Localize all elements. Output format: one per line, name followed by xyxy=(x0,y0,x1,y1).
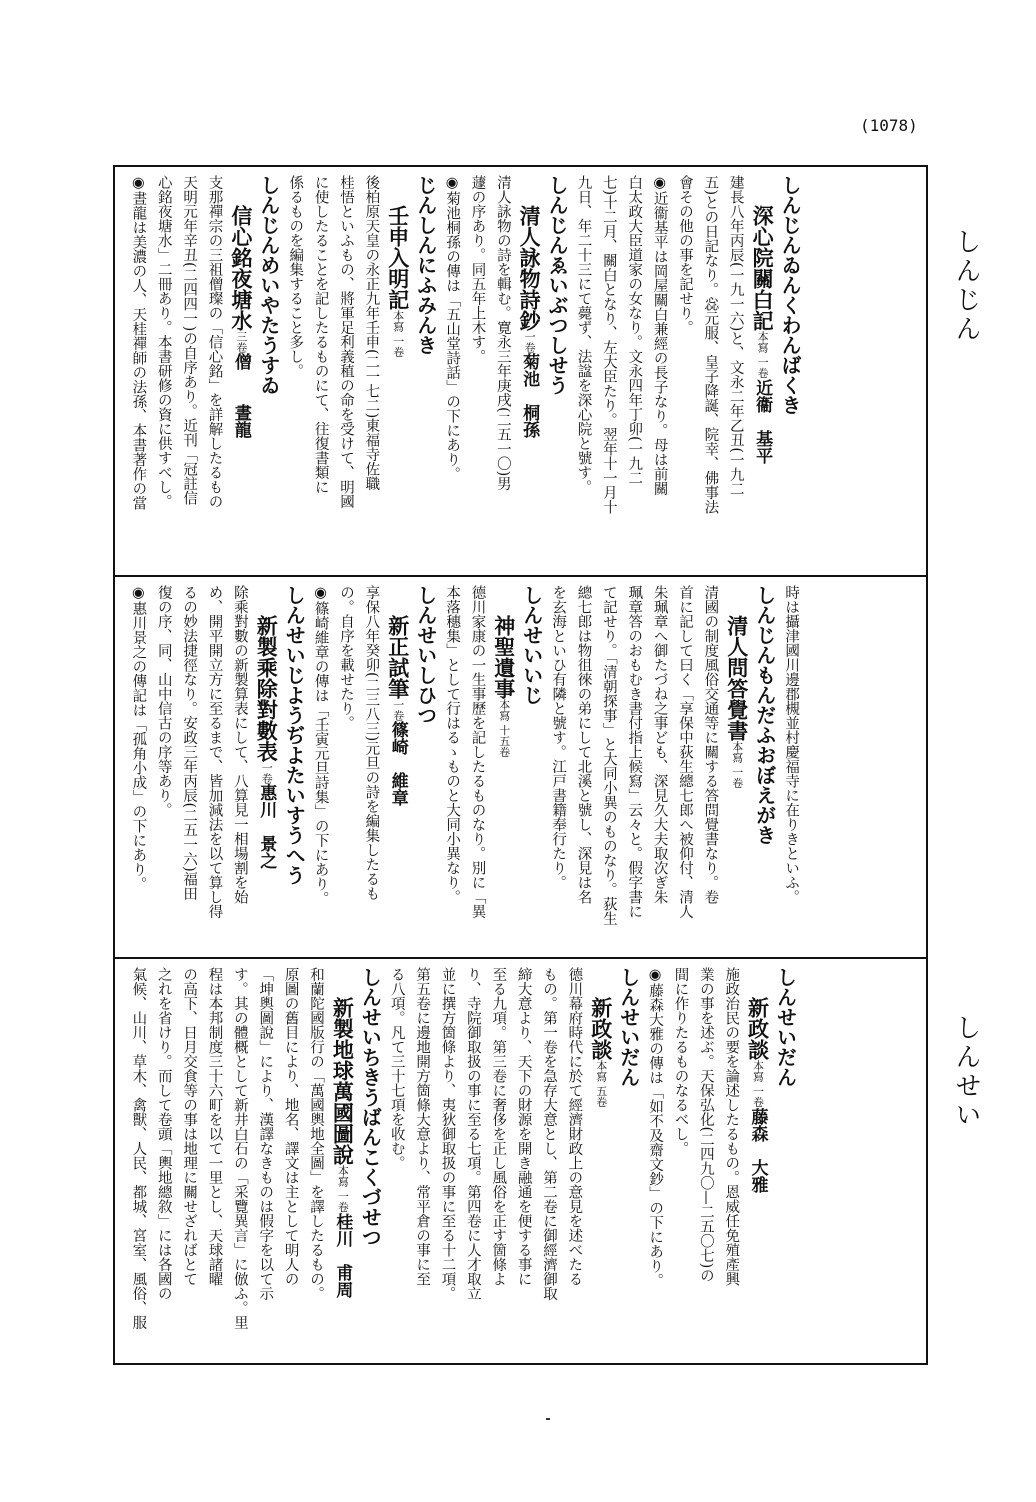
entry-text-line: 總七郎は物徂徠の弟にして北溪と號し、深見は名 xyxy=(575,585,592,904)
entry-text-line: 七)十二月、關白となり、左大臣たり。翌年十一月十 xyxy=(600,175,617,515)
entry-text-line: もの。第一卷を急存大意とし、第二卷に御經濟御取 xyxy=(540,967,557,1301)
entry-heading xyxy=(328,967,356,1330)
section-upper xyxy=(125,175,916,567)
entry-meta: 本寫 五卷 xyxy=(594,1060,608,1108)
entry-meta: 本寫 一卷 xyxy=(730,741,744,789)
entry-text-line: 後柏原天皇の永正九年壬申(二一七二)東福寺佐職 xyxy=(363,175,380,491)
entry-title: 新製乘除對數表 xyxy=(254,615,280,762)
entry-text-line: 德川家康の一生事歷を記したるものなり。別に「異 xyxy=(469,585,486,919)
entry-text-line: 程は本邦制度三十六町を以て一里とし、天球諸曜 xyxy=(206,967,223,1286)
entry-meta: 一卷 xyxy=(260,762,274,784)
entry-text-line: 時は攝津國川邊郡槻並村慶福寺に在りきといふ。 xyxy=(783,585,800,904)
entry-text-line: 九日、年二十三にて薨ず、法諡を深心院と號す。 xyxy=(575,175,592,494)
entry-reading: しんせいちきうばんこくづせつ xyxy=(358,967,383,1247)
entry-reading: じんしんにふみんき xyxy=(413,175,438,355)
entry-text-line: ◉惠川景之の傳記は「孤角小成」の下にあり。 xyxy=(130,585,147,891)
entry-text-line: ◉近衞基平は岡屋關白兼經の長子なり。母は前關 xyxy=(651,175,668,496)
entry-author: 僧 晝龍 xyxy=(230,353,251,438)
entry-heading xyxy=(227,175,255,514)
section-divider xyxy=(115,957,926,959)
entry-text-line: 建長八年丙辰(一九一六)と、文永二年乙丑(一九二 xyxy=(727,175,744,497)
entry-heading xyxy=(748,175,776,514)
entry-text-line: ◉晝龍は美濃の人、天桂禪師の法孫、本書著作の當 xyxy=(130,175,147,510)
entry-text-line: 除乘對數の新製算表にして、八算見一相場割を始 xyxy=(231,585,248,904)
entry-meta: 一卷 xyxy=(391,699,405,721)
entry-text-line: る八項。凡て三十七項を收む。 xyxy=(388,967,405,1170)
entry-author: 菊池 桐孫 xyxy=(519,353,540,438)
entry-text-line: 天明元年辛丑(二四四一)の自序あり。近刊「冠註信 xyxy=(181,175,198,506)
entry-reading: しんじんゐんくわんばくき xyxy=(778,175,803,415)
entry-title: 深心院關白記 xyxy=(750,205,776,331)
entry-text-line: 第五卷に邊地開方箇條大意より、常平倉の事に至 xyxy=(414,967,431,1286)
running-head-bottom: しんせい xyxy=(951,1014,981,1130)
entry-text-line: 原圖の舊目により、地名、譯文は主として明人の xyxy=(282,967,299,1286)
entry-text-line: ◉藤森大雅の傳は「如不及齋文鈔」の下にあり。 xyxy=(647,967,664,1288)
section-divider xyxy=(115,575,926,577)
entry-reading: しんせいしひつ xyxy=(413,585,438,725)
entry-text-line: 心銘夜塘水」二冊あり。本書研修の資に供すべし。 xyxy=(155,175,172,509)
entry-text-line: 間に作りたるものなるべし。 xyxy=(672,967,689,1156)
entry-reading: しんじんゑいぶつしせう xyxy=(545,175,570,395)
entry-text-line: を玄海といひ有隣と號す。江戸書籍奉行たり。 xyxy=(550,585,567,890)
entry-text-line: 氣候、山川、草木、禽獸、人民、都城、宮室、風俗、服 xyxy=(130,967,147,1330)
entry-text-line: 桂悟といふもの、將軍足利義稙の命を受けて、明國 xyxy=(337,175,354,509)
entry-text-line: 至る九項。第三卷に奢侈を正し風俗を正す箇條よ xyxy=(490,967,507,1286)
entry-text-line: 之れを省けり。而して卷頭「輿地總敘」には各國の xyxy=(155,967,172,1301)
entry-text-line: め、開平開立方に至るまで、皆加減法を以て算し得 xyxy=(206,585,223,919)
entry-author: 桂川 甫周 xyxy=(332,1212,353,1298)
entry-text-line: 施政治民の要を論述したるもの。恩威任免殖產興 xyxy=(723,967,740,1286)
entry-title: 壬申入明記 xyxy=(385,205,411,310)
running-head-top: しんじん xyxy=(951,228,981,344)
entry-text-line: 和蘭陀國版行の「萬國輿地全圖」を譯したるもの。 xyxy=(308,967,324,1301)
entry-title: 新製地球萬國圖說 xyxy=(330,997,356,1165)
entry-text-line: り、寺院御取扱の事に至る七項。第四卷に人才取立 xyxy=(464,967,481,1301)
entry-author: 藤森 大雅 xyxy=(747,1107,768,1193)
entry-text-line: 五)との日記なり。惢元服、皇子降誕、院幸、佛事法 xyxy=(702,175,719,515)
section-lower xyxy=(125,967,916,1357)
entry-text-line: 並に撰方箇條より、夷狄御取扱の事に至る十二項。 xyxy=(439,967,456,1301)
entry-title: 清人詠物詩鈔 xyxy=(517,205,543,331)
section-middle xyxy=(125,585,916,949)
entry-title: 神聖遺事 xyxy=(491,615,517,699)
entry-heading xyxy=(252,585,280,926)
entry-text-line: るの妙法捷徑なり。安政三年丙辰(二五一六)福田 xyxy=(181,585,198,901)
entry-meta: 本寫 一卷 xyxy=(391,310,405,358)
entry-heading xyxy=(383,585,411,926)
entry-text-line: ◉菊池桐孫の傳は「五山堂詩話」の下にあり。 xyxy=(444,175,461,481)
entry-reading: しんじんめいやたうすゐ xyxy=(256,175,281,395)
entry-meta: 三卷 xyxy=(234,331,248,353)
entry-author: 近衞 基平 xyxy=(752,378,773,464)
entry-author: 篠崎 維章 xyxy=(387,721,408,806)
entry-text-line: 朱珮章へ御たづね之事ども、深見久大夫取次ぎ朱 xyxy=(651,585,668,904)
entry-meta: 一卷 xyxy=(523,331,537,353)
ink-dot xyxy=(546,1418,550,1420)
dictionary-frame xyxy=(113,165,928,1365)
entry-reading: しんせいだん xyxy=(616,967,641,1087)
entry-text-line: 德川幕府時代に於て經濟財政上の意見を述べたる xyxy=(566,967,583,1286)
entry-text-line: 復の序、同、山中信古の序等あり。 xyxy=(155,585,172,817)
entry-text-line: 支那禪宗の三祖僧璨の「信心銘」を詳解したるもの xyxy=(206,175,223,509)
entry-heading xyxy=(586,967,614,1330)
entry-meta: 本寫 十五卷 xyxy=(497,699,511,758)
entry-text-line: す。其の體概として新井白石の「采覽異言」に倣ふ。里 xyxy=(231,967,248,1330)
entry-title: 信心銘夜塘水 xyxy=(228,205,254,331)
entry-text-line: 清人詠物の詩を輯む。寛永三年庚戌(二五一〇)男 xyxy=(494,175,511,491)
entry-reading: しんせいいじ xyxy=(519,585,544,705)
entry-heading xyxy=(515,175,543,514)
entry-heading xyxy=(383,175,411,514)
entry-author: 惠川 景之 xyxy=(256,784,277,869)
entry-text-line: 享保八年癸卯(二三八三)元旦の詩を編集したるも xyxy=(363,585,380,901)
entry-heading xyxy=(722,585,750,926)
entry-text-line: の高下、日月交食等の事は地理に關せざればとて xyxy=(181,967,198,1286)
entry-reading: しんせいだん xyxy=(773,967,798,1087)
entry-text-line: 會その他の事を記せり。 xyxy=(677,175,694,335)
entry-text-line: の。自序を載せたり。 xyxy=(337,585,354,730)
entry-text-line: 「坤輿圖說」により、漢譯なきものは假字を以て示 xyxy=(257,967,274,1301)
entry-title: 新政談 xyxy=(745,997,771,1060)
entry-title: 清人問答覺書 xyxy=(724,615,750,741)
entry-text-line: に使したることを記したるものにて、往復書類に xyxy=(312,175,329,494)
entry-text-line: 清國の制度風俗交通等に關する答問覺書なり。卷 xyxy=(702,585,719,904)
entry-text-line: て記せり。「清朝探事」と大同小異のものなり。荻生 xyxy=(600,585,617,926)
entry-text-line: ◉篠崎維章の傳は「壬寅元旦詩集」の下にあり。 xyxy=(312,585,329,906)
entry-meta: 本寫 一卷 xyxy=(756,331,770,379)
entry-title: 新正試筆 xyxy=(385,615,411,699)
entry-text-line: 本落穗集」として行はるゝものと大同小異なり。 xyxy=(444,585,461,904)
entry-text-line: 首に記して曰く「享保中荻生總七郎へ被仰付、清人 xyxy=(677,585,694,919)
entry-meta: 本寫 一卷 xyxy=(751,1060,765,1108)
entry-text-line: 珮章答のおもむき書付指上候寫」云々と。假字書に xyxy=(626,585,643,919)
entry-text-line: 係るものを編集すること多し。 xyxy=(287,175,304,378)
page-number: (1078) xyxy=(860,116,918,135)
entry-title: 新政談 xyxy=(588,997,614,1060)
entry-text-line: 蘧の序あり。同五年上木す。 xyxy=(469,175,486,364)
entry-meta: 本寫 一卷 xyxy=(336,1165,350,1213)
entry-heading xyxy=(489,585,517,926)
entry-text-line: 白太政大臣道家の女なり。文永四年丁卯(一九二 xyxy=(626,175,643,486)
entry-reading: しんせいじようぢよたいすうへう xyxy=(282,585,307,885)
entry-heading xyxy=(743,967,771,1330)
entry-text-line: 締大意より、天下の財源を開き融通を便する事に xyxy=(515,967,532,1286)
entry-text-line: 業の事を述ぶ。天保弘化(二四九〇—二五〇七)の xyxy=(697,967,714,1283)
entry-reading: しんじんもんだふおぼえがき xyxy=(752,585,777,845)
